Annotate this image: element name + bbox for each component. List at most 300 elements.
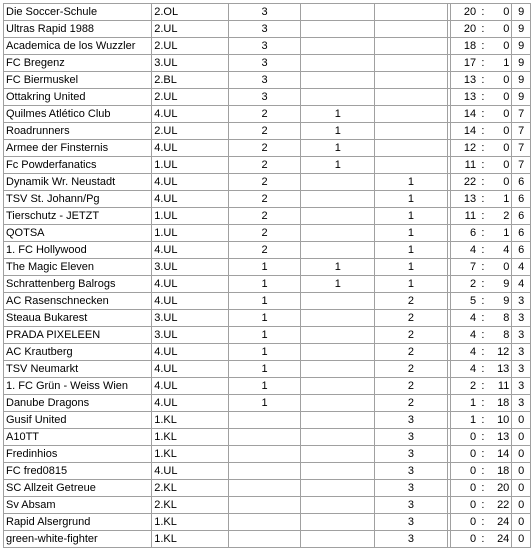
table-row: [4, 429, 531, 446]
table-row: [4, 310, 531, 327]
team-name-cell[interactable]: Academica de los Wuzzler: [4, 38, 152, 55]
league-cell[interactable]: 3.UL: [152, 310, 228, 327]
wins-cell[interactable]: 2: [228, 174, 301, 191]
goal-separator[interactable]: :: [478, 242, 488, 259]
goals-for-cell[interactable]: 14: [450, 123, 478, 140]
draws-cell[interactable]: [301, 361, 375, 378]
losses-cell[interactable]: 1: [375, 225, 448, 242]
draws-cell[interactable]: [301, 174, 375, 191]
goals-for-cell[interactable]: 2: [450, 276, 478, 293]
wins-cell[interactable]: 3: [228, 72, 301, 89]
goal-separator[interactable]: :: [478, 140, 488, 157]
points-cell[interactable]: 3: [512, 344, 531, 361]
goals-for-cell[interactable]: 1: [450, 395, 478, 412]
goals-against-cell[interactable]: 2: [488, 208, 512, 225]
league-cell[interactable]: 4.UL: [152, 463, 228, 480]
wins-cell[interactable]: 1: [228, 259, 301, 276]
standings-table: [3, 3, 531, 548]
points-cell[interactable]: 0: [512, 429, 531, 446]
league-cell[interactable]: 4.UL: [152, 106, 228, 123]
team-name-cell[interactable]: Danube Dragons: [4, 395, 152, 412]
table-row: [4, 21, 531, 38]
table-row: [4, 174, 531, 191]
wins-cell[interactable]: 1: [228, 293, 301, 310]
goal-separator[interactable]: :: [478, 480, 488, 497]
goals-against-cell[interactable]: 0: [488, 140, 512, 157]
team-name-cell[interactable]: green-white-fighter: [4, 531, 152, 548]
losses-cell[interactable]: 3: [375, 531, 448, 548]
goals-against-cell[interactable]: 0: [488, 72, 512, 89]
league-cell[interactable]: 2.KL: [152, 497, 228, 514]
goal-separator[interactable]: :: [478, 157, 488, 174]
goals-for-cell[interactable]: 18: [450, 38, 478, 55]
draws-cell[interactable]: 1: [301, 106, 375, 123]
goals-against-cell[interactable]: 12: [488, 344, 512, 361]
league-cell[interactable]: 1.KL: [152, 446, 228, 463]
goals-against-cell[interactable]: 1: [488, 225, 512, 242]
draws-cell[interactable]: [301, 293, 375, 310]
points-cell[interactable]: 7: [512, 106, 531, 123]
league-cell[interactable]: 1.KL: [152, 412, 228, 429]
goals-for-cell[interactable]: 0: [450, 446, 478, 463]
league-cell[interactable]: 4.UL: [152, 276, 228, 293]
goals-against-cell[interactable]: 18: [488, 463, 512, 480]
goal-separator[interactable]: :: [478, 497, 488, 514]
losses-cell[interactable]: 1: [375, 276, 448, 293]
table-row: [4, 140, 531, 157]
draws-cell[interactable]: [301, 55, 375, 72]
wins-cell[interactable]: 2: [228, 140, 301, 157]
goal-separator[interactable]: :: [478, 123, 488, 140]
team-name-cell[interactable]: FC Biermuskel: [4, 72, 152, 89]
goal-separator[interactable]: :: [478, 429, 488, 446]
goals-for-cell[interactable]: 4: [450, 344, 478, 361]
league-cell[interactable]: 4.UL: [152, 140, 228, 157]
points-cell[interactable]: 9: [512, 38, 531, 55]
draws-cell[interactable]: [301, 310, 375, 327]
league-cell[interactable]: 3.UL: [152, 259, 228, 276]
goals-for-cell[interactable]: 1: [450, 412, 478, 429]
goal-separator[interactable]: :: [478, 310, 488, 327]
goal-separator[interactable]: :: [478, 395, 488, 412]
draws-cell[interactable]: [301, 225, 375, 242]
points-cell[interactable]: 9: [512, 21, 531, 38]
draws-cell[interactable]: [301, 191, 375, 208]
goals-for-cell[interactable]: 20: [450, 4, 478, 21]
team-name-cell[interactable]: Fc Powderfanatics: [4, 157, 152, 174]
wins-cell[interactable]: 2: [228, 191, 301, 208]
wins-cell[interactable]: 2: [228, 242, 301, 259]
wins-cell[interactable]: 3: [228, 38, 301, 55]
points-cell[interactable]: 9: [512, 55, 531, 72]
draws-cell[interactable]: 1: [301, 276, 375, 293]
points-cell[interactable]: 7: [512, 140, 531, 157]
goals-for-cell[interactable]: 17: [450, 55, 478, 72]
team-name-cell[interactable]: PRADA PIXELEEN: [4, 327, 152, 344]
goals-for-cell[interactable]: 4: [450, 242, 478, 259]
league-cell[interactable]: 2.UL: [152, 38, 228, 55]
draws-cell[interactable]: [301, 429, 375, 446]
wins-cell[interactable]: [228, 480, 301, 497]
points-cell[interactable]: 9: [512, 4, 531, 21]
goals-for-cell[interactable]: 2: [450, 378, 478, 395]
team-name-cell[interactable]: Dynamik Wr. Neustadt: [4, 174, 152, 191]
draws-cell[interactable]: [301, 344, 375, 361]
table-row: [4, 293, 531, 310]
team-name-cell[interactable]: FC Bregenz: [4, 55, 152, 72]
wins-cell[interactable]: 1: [228, 378, 301, 395]
draws-cell[interactable]: [301, 412, 375, 429]
points-cell[interactable]: 0: [512, 497, 531, 514]
team-name-cell[interactable]: 1. FC Hollywood: [4, 242, 152, 259]
wins-cell[interactable]: [228, 446, 301, 463]
goals-for-cell[interactable]: 7: [450, 259, 478, 276]
goal-separator[interactable]: :: [478, 463, 488, 480]
goals-against-cell[interactable]: 0: [488, 4, 512, 21]
goal-separator[interactable]: :: [478, 259, 488, 276]
goals-against-cell[interactable]: 22: [488, 497, 512, 514]
goals-for-cell[interactable]: 0: [450, 497, 478, 514]
goals-against-cell[interactable]: 1: [488, 191, 512, 208]
goals-for-cell[interactable]: 22: [450, 174, 478, 191]
points-cell[interactable]: 0: [512, 412, 531, 429]
losses-cell[interactable]: 1: [375, 242, 448, 259]
team-name-cell[interactable]: Quilmes Atlético Club: [4, 106, 152, 123]
wins-cell[interactable]: 1: [228, 344, 301, 361]
losses-cell[interactable]: 1: [375, 191, 448, 208]
goals-against-cell[interactable]: 0: [488, 157, 512, 174]
team-name-cell[interactable]: QOTSA: [4, 225, 152, 242]
goal-separator[interactable]: :: [478, 4, 488, 21]
draws-cell[interactable]: [301, 480, 375, 497]
wins-cell[interactable]: 3: [228, 4, 301, 21]
goals-against-cell[interactable]: 20: [488, 480, 512, 497]
league-cell[interactable]: 2.UL: [152, 123, 228, 140]
goals-against-cell[interactable]: 0: [488, 21, 512, 38]
goals-for-cell[interactable]: 12: [450, 140, 478, 157]
goals-against-cell[interactable]: 13: [488, 429, 512, 446]
points-cell[interactable]: 0: [512, 463, 531, 480]
league-cell[interactable]: 2.KL: [152, 480, 228, 497]
draws-cell[interactable]: [301, 514, 375, 531]
team-name-cell[interactable]: Armee der Finsternis: [4, 140, 152, 157]
goals-for-cell[interactable]: 11: [450, 208, 478, 225]
goals-for-cell[interactable]: 14: [450, 106, 478, 123]
goals-against-cell[interactable]: 10: [488, 412, 512, 429]
wins-cell[interactable]: 1: [228, 361, 301, 378]
goals-against-cell[interactable]: 14: [488, 446, 512, 463]
draws-cell[interactable]: [301, 531, 375, 548]
goals-against-cell[interactable]: 24: [488, 514, 512, 531]
draws-cell[interactable]: [301, 208, 375, 225]
league-cell[interactable]: 1.KL: [152, 429, 228, 446]
goal-separator[interactable]: :: [478, 38, 488, 55]
losses-cell[interactable]: 2: [375, 361, 448, 378]
wins-cell[interactable]: [228, 531, 301, 548]
draws-cell[interactable]: [301, 21, 375, 38]
standings-body: [4, 4, 531, 548]
wins-cell[interactable]: [228, 412, 301, 429]
team-name-cell[interactable]: Die Soccer-Schule: [4, 4, 152, 21]
wins-cell[interactable]: [228, 514, 301, 531]
team-name-cell[interactable]: AC Rasenschnecken: [4, 293, 152, 310]
team-name-cell[interactable]: 1. FC Grün - Weiss Wien: [4, 378, 152, 395]
goals-against-cell[interactable]: 13: [488, 361, 512, 378]
team-name-cell[interactable]: Tierschutz - JETZT: [4, 208, 152, 225]
league-cell[interactable]: 4.UL: [152, 293, 228, 310]
wins-cell[interactable]: 1: [228, 276, 301, 293]
draws-cell[interactable]: [301, 72, 375, 89]
wins-cell[interactable]: 2: [228, 225, 301, 242]
team-name-cell[interactable]: SC Allzeit Getreue: [4, 480, 152, 497]
goal-separator[interactable]: :: [478, 446, 488, 463]
losses-cell[interactable]: 2: [375, 310, 448, 327]
goals-against-cell[interactable]: 0: [488, 38, 512, 55]
goals-against-cell[interactable]: 9: [488, 276, 512, 293]
goals-against-cell[interactable]: 0: [488, 106, 512, 123]
losses-cell[interactable]: 3: [375, 480, 448, 497]
team-name-cell[interactable]: TSV Neumarkt: [4, 361, 152, 378]
draws-cell[interactable]: [301, 446, 375, 463]
losses-cell[interactable]: 2: [375, 344, 448, 361]
losses-cell[interactable]: [375, 4, 448, 21]
goals-for-cell[interactable]: 13: [450, 72, 478, 89]
league-cell[interactable]: 3.UL: [152, 327, 228, 344]
goals-against-cell[interactable]: 0: [488, 174, 512, 191]
goals-for-cell[interactable]: 0: [450, 514, 478, 531]
table-row: [4, 378, 531, 395]
team-name-cell[interactable]: A10TT: [4, 429, 152, 446]
losses-cell[interactable]: 2: [375, 293, 448, 310]
goal-separator[interactable]: :: [478, 208, 488, 225]
goal-separator[interactable]: :: [478, 344, 488, 361]
losses-cell[interactable]: 3: [375, 412, 448, 429]
league-cell[interactable]: 4.UL: [152, 344, 228, 361]
draws-cell[interactable]: [301, 38, 375, 55]
draws-cell[interactable]: [301, 89, 375, 106]
losses-cell[interactable]: [375, 21, 448, 38]
losses-cell[interactable]: 3: [375, 429, 448, 446]
team-name-cell[interactable]: AC Krautberg: [4, 344, 152, 361]
goal-separator[interactable]: :: [478, 327, 488, 344]
league-cell[interactable]: 4.UL: [152, 174, 228, 191]
team-name-cell[interactable]: TSV St. Johann/Pg: [4, 191, 152, 208]
goal-separator[interactable]: :: [478, 378, 488, 395]
losses-cell[interactable]: [375, 55, 448, 72]
goal-separator[interactable]: :: [478, 412, 488, 429]
goal-separator[interactable]: :: [478, 191, 488, 208]
points-cell[interactable]: 4: [512, 276, 531, 293]
draws-cell[interactable]: [301, 395, 375, 412]
draws-cell[interactable]: 1: [301, 259, 375, 276]
points-cell[interactable]: 0: [512, 446, 531, 463]
league-cell[interactable]: 4.UL: [152, 361, 228, 378]
goal-separator[interactable]: :: [478, 225, 488, 242]
team-name-cell[interactable]: Ottakring United: [4, 89, 152, 106]
losses-cell[interactable]: [375, 89, 448, 106]
draws-cell[interactable]: [301, 378, 375, 395]
draws-cell[interactable]: [301, 463, 375, 480]
goals-for-cell[interactable]: 20: [450, 21, 478, 38]
team-name-cell[interactable]: The Magic Eleven: [4, 259, 152, 276]
draws-cell[interactable]: 1: [301, 157, 375, 174]
losses-cell[interactable]: [375, 106, 448, 123]
team-name-cell[interactable]: Sv Absam: [4, 497, 152, 514]
league-cell[interactable]: 4.UL: [152, 395, 228, 412]
league-cell[interactable]: 4.UL: [152, 242, 228, 259]
goals-against-cell[interactable]: 1: [488, 55, 512, 72]
points-cell[interactable]: 3: [512, 361, 531, 378]
goal-separator[interactable]: :: [478, 106, 488, 123]
goals-against-cell[interactable]: 0: [488, 123, 512, 140]
losses-cell[interactable]: [375, 123, 448, 140]
losses-cell[interactable]: 3: [375, 446, 448, 463]
goal-separator[interactable]: :: [478, 174, 488, 191]
goals-for-cell[interactable]: 13: [450, 191, 478, 208]
losses-cell[interactable]: [375, 140, 448, 157]
wins-cell[interactable]: 2: [228, 157, 301, 174]
goal-separator[interactable]: :: [478, 21, 488, 38]
draws-cell[interactable]: 1: [301, 140, 375, 157]
points-cell[interactable]: 9: [512, 72, 531, 89]
points-cell[interactable]: 0: [512, 480, 531, 497]
table-row: [4, 412, 531, 429]
league-cell[interactable]: 2.BL: [152, 72, 228, 89]
team-name-cell[interactable]: FC fred0815: [4, 463, 152, 480]
points-cell[interactable]: 6: [512, 191, 531, 208]
points-cell[interactable]: 4: [512, 259, 531, 276]
team-name-cell[interactable]: Schrattenberg Balrogs: [4, 276, 152, 293]
goals-for-cell[interactable]: 4: [450, 310, 478, 327]
goals-for-cell[interactable]: 5: [450, 293, 478, 310]
goals-against-cell[interactable]: 11: [488, 378, 512, 395]
wins-cell[interactable]: [228, 497, 301, 514]
goals-for-cell[interactable]: 0: [450, 531, 478, 548]
goals-against-cell[interactable]: 18: [488, 395, 512, 412]
draws-cell[interactable]: 1: [301, 123, 375, 140]
league-cell[interactable]: 1.KL: [152, 514, 228, 531]
wins-cell[interactable]: 2: [228, 123, 301, 140]
goals-for-cell[interactable]: 0: [450, 480, 478, 497]
points-cell[interactable]: 7: [512, 157, 531, 174]
wins-cell[interactable]: 1: [228, 395, 301, 412]
league-cell[interactable]: 4.UL: [152, 378, 228, 395]
goals-against-cell[interactable]: 0: [488, 259, 512, 276]
wins-cell[interactable]: [228, 429, 301, 446]
points-cell[interactable]: 0: [512, 514, 531, 531]
losses-cell[interactable]: [375, 38, 448, 55]
points-cell[interactable]: 6: [512, 225, 531, 242]
team-name-cell[interactable]: Fredinhios: [4, 446, 152, 463]
losses-cell[interactable]: 1: [375, 208, 448, 225]
goals-against-cell[interactable]: 8: [488, 310, 512, 327]
goal-separator[interactable]: :: [478, 531, 488, 548]
goal-separator[interactable]: :: [478, 514, 488, 531]
league-cell[interactable]: 1.UL: [152, 208, 228, 225]
points-cell[interactable]: 3: [512, 310, 531, 327]
wins-cell[interactable]: 1: [228, 310, 301, 327]
points-cell[interactable]: 6: [512, 242, 531, 259]
losses-cell[interactable]: 2: [375, 395, 448, 412]
points-cell[interactable]: 0: [512, 531, 531, 548]
league-cell[interactable]: 3.UL: [152, 55, 228, 72]
goal-separator[interactable]: :: [478, 89, 488, 106]
draws-cell[interactable]: [301, 327, 375, 344]
points-cell[interactable]: 3: [512, 395, 531, 412]
wins-cell[interactable]: [228, 463, 301, 480]
draws-cell[interactable]: [301, 242, 375, 259]
league-cell[interactable]: 1.KL: [152, 531, 228, 548]
goals-against-cell[interactable]: 9: [488, 293, 512, 310]
goal-separator[interactable]: :: [478, 55, 488, 72]
team-name-cell[interactable]: Ultras Rapid 1988: [4, 21, 152, 38]
league-cell[interactable]: 1.UL: [152, 157, 228, 174]
goals-for-cell[interactable]: 0: [450, 463, 478, 480]
losses-cell[interactable]: [375, 72, 448, 89]
league-cell[interactable]: 2.UL: [152, 21, 228, 38]
draws-cell[interactable]: [301, 4, 375, 21]
goal-separator[interactable]: :: [478, 72, 488, 89]
points-cell[interactable]: 3: [512, 293, 531, 310]
wins-cell[interactable]: 3: [228, 21, 301, 38]
goals-against-cell[interactable]: 4: [488, 242, 512, 259]
team-name-cell[interactable]: Steaua Bukarest: [4, 310, 152, 327]
table-row: [4, 208, 531, 225]
points-cell[interactable]: 7: [512, 123, 531, 140]
losses-cell[interactable]: 2: [375, 327, 448, 344]
points-cell[interactable]: 6: [512, 174, 531, 191]
wins-cell[interactable]: 2: [228, 106, 301, 123]
losses-cell[interactable]: 2: [375, 378, 448, 395]
goals-for-cell[interactable]: 4: [450, 327, 478, 344]
points-cell[interactable]: 3: [512, 327, 531, 344]
draws-cell[interactable]: [301, 497, 375, 514]
goal-separator[interactable]: :: [478, 361, 488, 378]
goals-against-cell[interactable]: 0: [488, 89, 512, 106]
points-cell[interactable]: 9: [512, 89, 531, 106]
goals-for-cell[interactable]: 6: [450, 225, 478, 242]
goals-against-cell[interactable]: 8: [488, 327, 512, 344]
points-cell[interactable]: 3: [512, 378, 531, 395]
wins-cell[interactable]: 3: [228, 89, 301, 106]
league-cell[interactable]: 2.OL: [152, 4, 228, 21]
goal-separator[interactable]: :: [478, 276, 488, 293]
table-row: [4, 191, 531, 208]
losses-cell[interactable]: 1: [375, 174, 448, 191]
points-cell[interactable]: 6: [512, 208, 531, 225]
losses-cell[interactable]: 1: [375, 259, 448, 276]
goals-against-cell[interactable]: 24: [488, 531, 512, 548]
team-name-cell[interactable]: Gusif United: [4, 412, 152, 429]
goals-for-cell[interactable]: 0: [450, 429, 478, 446]
league-cell[interactable]: 2.UL: [152, 89, 228, 106]
wins-cell[interactable]: 2: [228, 208, 301, 225]
goals-for-cell[interactable]: 4: [450, 361, 478, 378]
losses-cell[interactable]: [375, 157, 448, 174]
wins-cell[interactable]: 1: [228, 327, 301, 344]
team-name-cell[interactable]: Roadrunners: [4, 123, 152, 140]
losses-cell[interactable]: 3: [375, 463, 448, 480]
goals-for-cell[interactable]: 13: [450, 89, 478, 106]
goal-separator[interactable]: :: [478, 293, 488, 310]
goals-for-cell[interactable]: 11: [450, 157, 478, 174]
team-name-cell[interactable]: Rapid Alsergrund: [4, 514, 152, 531]
losses-cell[interactable]: 3: [375, 514, 448, 531]
losses-cell[interactable]: 3: [375, 497, 448, 514]
wins-cell[interactable]: 3: [228, 55, 301, 72]
league-cell[interactable]: 4.UL: [152, 191, 228, 208]
league-cell[interactable]: 1.UL: [152, 225, 228, 242]
